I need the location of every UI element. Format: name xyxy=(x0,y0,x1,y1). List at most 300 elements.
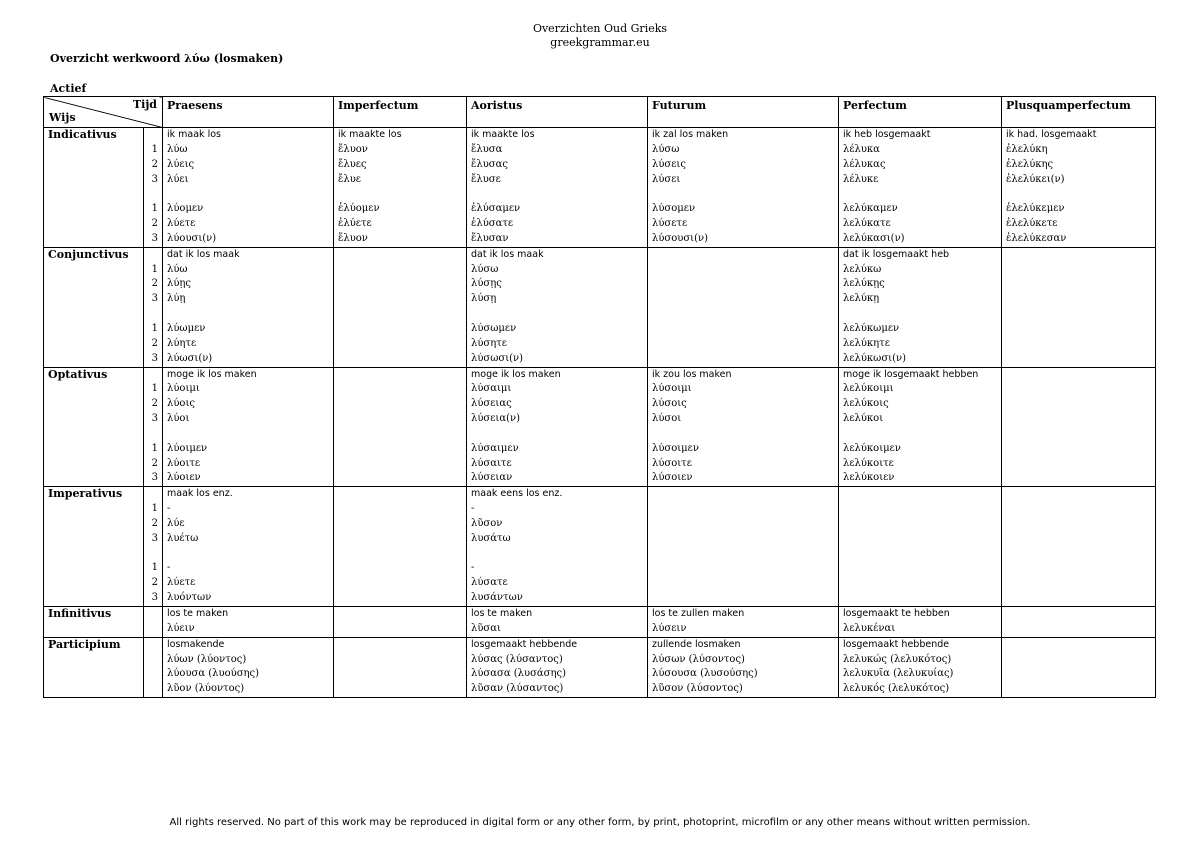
mood-label xyxy=(44,158,144,173)
mood-label xyxy=(44,217,144,232)
table-cell xyxy=(839,622,1002,637)
table-cell xyxy=(648,532,839,547)
cell-text xyxy=(1006,487,1151,502)
cell-text: λύοιτε xyxy=(167,457,201,469)
person-number: 1 xyxy=(144,143,163,158)
table-cell xyxy=(1002,128,1156,143)
mood-label: Infinitivus xyxy=(44,607,144,622)
table-cell xyxy=(839,322,1002,337)
cell-text xyxy=(1006,532,1151,547)
cell-text xyxy=(652,487,834,502)
person-number xyxy=(144,547,163,562)
table-row xyxy=(44,412,1156,427)
mood-label xyxy=(44,591,144,606)
table-row xyxy=(44,427,1156,442)
cell-text: λῦσον (λύσοντος) xyxy=(652,683,743,695)
cell-text: λέλυκας xyxy=(843,158,886,170)
mood-label xyxy=(44,187,144,202)
table-cell xyxy=(1002,337,1156,352)
table-cell xyxy=(648,307,839,322)
table-row xyxy=(44,532,1156,547)
table-cell xyxy=(1002,232,1156,247)
cell-text xyxy=(338,682,462,697)
mood-label xyxy=(44,263,144,278)
table-cell xyxy=(467,187,648,202)
cell-text xyxy=(1006,322,1151,337)
table-cell xyxy=(334,337,467,352)
table-cell xyxy=(839,337,1002,352)
table-cell xyxy=(334,622,467,637)
cell-text: λύσω xyxy=(652,143,680,155)
table-cell xyxy=(334,637,467,652)
table-cell xyxy=(648,561,839,576)
table-cell xyxy=(467,292,648,307)
table-body xyxy=(44,128,1156,698)
cell-text: λελύκοιμεν xyxy=(843,442,901,454)
cell-text xyxy=(471,187,643,202)
table-cell xyxy=(163,591,334,606)
table-cell xyxy=(648,412,839,427)
cell-text: λύσοιεν xyxy=(652,472,693,484)
cell-text xyxy=(1006,368,1151,383)
table-cell xyxy=(163,427,334,442)
cell-text xyxy=(338,337,462,352)
table-cell xyxy=(648,607,839,622)
table-row xyxy=(44,187,1156,202)
copyright-footer: All rights reserved. No part of this work may be reproduced in digital form or any other form, by print, photoprint, microfilm or any other means without written permission. xyxy=(169,817,1031,828)
table-cell xyxy=(1002,217,1156,232)
person-number: 2 xyxy=(144,517,163,532)
cell-text: λύσας (λύσαντος) xyxy=(471,653,563,665)
cell-text: λελυκός (λελυκότος) xyxy=(843,683,950,695)
mood-label xyxy=(44,502,144,517)
table-cell xyxy=(648,487,839,502)
cell-text: λύσατε xyxy=(471,577,508,589)
cell-text xyxy=(652,187,834,202)
cell-text: λύσομεν xyxy=(652,203,696,215)
person-number: 3 xyxy=(144,232,163,247)
table-cell xyxy=(334,682,467,697)
table-cell xyxy=(334,263,467,278)
cell-text: λύσῃς xyxy=(471,278,502,290)
cell-text: λῦον (λύοντος) xyxy=(167,683,245,695)
table-cell xyxy=(648,292,839,307)
cell-text xyxy=(471,307,643,322)
cell-text xyxy=(338,263,462,278)
header-website: greekgrammar.eu xyxy=(550,36,650,49)
table-cell xyxy=(467,397,648,412)
person-number: 1 xyxy=(144,202,163,217)
cell-text: λῦσαν (λύσαντος) xyxy=(471,683,564,695)
page-header xyxy=(0,22,1200,50)
person-number xyxy=(144,187,163,202)
cell-text: ἐλύομεν xyxy=(338,203,380,215)
table-cell xyxy=(467,637,648,652)
table-cell xyxy=(839,143,1002,158)
table-cell xyxy=(467,367,648,382)
table-cell xyxy=(163,128,334,143)
cell-text: dat ik losgemaakt heb xyxy=(843,248,950,260)
mood-label xyxy=(44,442,144,457)
cell-text: λυόντων xyxy=(167,592,212,604)
cell-text xyxy=(652,576,834,591)
table-row xyxy=(44,367,1156,382)
table-cell xyxy=(839,397,1002,412)
mood-label xyxy=(44,382,144,397)
table-cell xyxy=(334,471,467,486)
cell-text: - xyxy=(167,562,171,574)
person-number xyxy=(144,247,163,262)
column-header: Imperfectum xyxy=(334,97,467,128)
table-cell xyxy=(1002,622,1156,637)
table-cell xyxy=(648,471,839,486)
table-cell xyxy=(1002,292,1156,307)
cell-text xyxy=(338,517,462,532)
table-cell xyxy=(1002,412,1156,427)
table-cell xyxy=(163,352,334,367)
cell-text xyxy=(1006,292,1151,307)
table-row xyxy=(44,457,1156,472)
table-row xyxy=(44,322,1156,337)
cell-text: λύσαιμι xyxy=(471,383,512,395)
table-cell xyxy=(163,202,334,217)
person-number: 3 xyxy=(144,532,163,547)
cell-text xyxy=(1006,412,1151,427)
table-cell xyxy=(1002,173,1156,188)
mood-label xyxy=(44,292,144,307)
cell-text xyxy=(652,337,834,352)
cell-text xyxy=(167,427,329,442)
cell-text: λύσοιμι xyxy=(652,383,692,395)
cell-text xyxy=(338,187,462,202)
table-cell xyxy=(334,217,467,232)
table-cell xyxy=(839,367,1002,382)
table-cell xyxy=(467,143,648,158)
cell-text: λύουσα (λυούσης) xyxy=(167,668,260,680)
cell-text xyxy=(1006,248,1151,263)
cell-text: λύσαιμεν xyxy=(471,442,519,454)
cell-text: λύων (λύοντος) xyxy=(167,653,247,665)
person-number xyxy=(144,622,163,637)
table-cell xyxy=(467,263,648,278)
cell-text: ik maakte los xyxy=(471,129,535,140)
cell-text: λύσεια(ν) xyxy=(471,413,520,425)
table-cell xyxy=(839,653,1002,668)
cell-text: moge ik los maken xyxy=(471,368,561,380)
cell-text: λελύκῃ xyxy=(843,293,880,305)
table-cell xyxy=(467,382,648,397)
cell-text: λῦσον xyxy=(471,517,503,529)
table-cell xyxy=(648,367,839,382)
table-cell xyxy=(1002,502,1156,517)
table-cell xyxy=(839,232,1002,247)
table-cell xyxy=(839,173,1002,188)
cell-text: λύοις xyxy=(167,398,195,410)
table-cell xyxy=(467,576,648,591)
cell-text xyxy=(338,576,462,591)
table-cell xyxy=(839,217,1002,232)
table-row xyxy=(44,637,1156,652)
table-cell xyxy=(334,307,467,322)
table-cell xyxy=(648,143,839,158)
cell-text: λελύκωσι(ν) xyxy=(843,352,906,364)
table-cell xyxy=(648,682,839,697)
table-row xyxy=(44,576,1156,591)
cell-text xyxy=(338,638,462,653)
table-cell xyxy=(1002,442,1156,457)
table-cell xyxy=(163,547,334,562)
table-cell xyxy=(467,591,648,606)
cell-text xyxy=(338,471,462,486)
cell-text: λύετε xyxy=(167,577,196,589)
table-cell xyxy=(839,307,1002,322)
cell-text xyxy=(167,547,329,562)
cell-text: λελύκοι xyxy=(843,413,884,425)
table-cell xyxy=(163,487,334,502)
table-cell xyxy=(839,637,1002,652)
cell-text: λύοι xyxy=(167,413,190,425)
person-number: 2 xyxy=(144,337,163,352)
table-cell xyxy=(839,561,1002,576)
cell-text xyxy=(338,457,462,472)
cell-text xyxy=(1006,547,1151,562)
cell-text xyxy=(1006,682,1151,697)
table-row xyxy=(44,591,1156,606)
cell-text xyxy=(1006,397,1151,412)
cell-text xyxy=(843,532,997,547)
column-header: Futurum xyxy=(648,97,839,128)
table-row xyxy=(44,517,1156,532)
table-cell xyxy=(1002,367,1156,382)
cell-text xyxy=(1006,442,1151,457)
table-cell xyxy=(648,232,839,247)
cell-text xyxy=(1006,502,1151,517)
table-cell xyxy=(467,487,648,502)
cell-text xyxy=(843,561,997,576)
table-cell xyxy=(163,561,334,576)
table-cell xyxy=(839,202,1002,217)
table-cell xyxy=(334,487,467,502)
table-cell xyxy=(163,143,334,158)
cell-text xyxy=(652,502,834,517)
cell-text: λύῃς xyxy=(167,278,192,290)
table-cell xyxy=(334,382,467,397)
cell-text: λῦσαι xyxy=(471,622,501,634)
cell-text: λελυκώς (λελυκότος) xyxy=(843,653,952,665)
table-row xyxy=(44,337,1156,352)
cell-text xyxy=(338,547,462,562)
table-cell xyxy=(334,277,467,292)
table-cell xyxy=(648,517,839,532)
cell-text xyxy=(338,653,462,668)
table-row xyxy=(44,352,1156,367)
table-cell xyxy=(334,352,467,367)
table-row xyxy=(44,128,1156,143)
mood-label xyxy=(44,682,144,697)
mood-label xyxy=(44,322,144,337)
cell-text: ἐλύσατε xyxy=(471,218,514,230)
cell-text: ἔλυσα xyxy=(471,143,503,155)
mood-label: Conjunctivus xyxy=(44,247,144,262)
cell-text xyxy=(471,547,643,562)
table-cell xyxy=(1002,263,1156,278)
cell-text xyxy=(338,277,462,292)
table-cell xyxy=(1002,682,1156,697)
table-cell xyxy=(334,653,467,668)
table-cell xyxy=(839,158,1002,173)
cell-text: ἐλελύκης xyxy=(1006,158,1054,170)
table-cell xyxy=(334,202,467,217)
cell-text: λύεις xyxy=(167,158,195,170)
table-cell xyxy=(839,607,1002,622)
cell-text xyxy=(338,292,462,307)
cell-text: λύσαιτε xyxy=(471,457,512,469)
cell-text xyxy=(1006,307,1151,322)
cell-text: ἔλυον xyxy=(338,232,368,244)
table-cell xyxy=(1002,322,1156,337)
table-cell xyxy=(839,532,1002,547)
cell-text: los te maken xyxy=(167,608,229,619)
table-cell xyxy=(648,322,839,337)
cell-text xyxy=(1006,576,1151,591)
table-cell xyxy=(467,412,648,427)
cell-text: λελύκαμεν xyxy=(843,203,898,215)
cell-text: ik maak los xyxy=(167,129,221,140)
table-cell xyxy=(839,427,1002,442)
cell-text: λύητε xyxy=(167,337,197,349)
person-number: 1 xyxy=(144,442,163,457)
cell-text xyxy=(843,307,997,322)
table-cell xyxy=(467,158,648,173)
table-cell xyxy=(1002,457,1156,472)
cell-text: λύω xyxy=(167,263,188,275)
cell-text xyxy=(843,487,997,502)
table-row xyxy=(44,277,1156,292)
table-cell xyxy=(648,202,839,217)
cell-text: ἐλύσαμεν xyxy=(471,203,521,215)
table-cell xyxy=(648,128,839,143)
table-cell xyxy=(163,277,334,292)
table-cell xyxy=(334,517,467,532)
table-cell xyxy=(1002,397,1156,412)
table-cell xyxy=(1002,427,1156,442)
cell-text: λύσωσι(ν) xyxy=(471,352,524,364)
table-cell xyxy=(1002,576,1156,591)
table-cell xyxy=(648,382,839,397)
table-cell xyxy=(839,247,1002,262)
table-cell xyxy=(467,217,648,232)
cell-text xyxy=(1006,187,1151,202)
table-cell xyxy=(334,427,467,442)
table-cell xyxy=(648,667,839,682)
table-cell xyxy=(839,667,1002,682)
mood-label xyxy=(44,576,144,591)
table-cell xyxy=(467,471,648,486)
table-cell xyxy=(334,247,467,262)
table-row xyxy=(44,547,1156,562)
cell-text xyxy=(1006,277,1151,292)
cell-text: dat ik los maak xyxy=(167,248,240,260)
cell-text xyxy=(1006,337,1151,352)
table-cell xyxy=(1002,187,1156,202)
mood-label xyxy=(44,337,144,352)
table-cell xyxy=(334,397,467,412)
table-row xyxy=(44,502,1156,517)
conjugation-table xyxy=(43,96,1156,698)
table-cell xyxy=(467,173,648,188)
table-row xyxy=(44,442,1156,457)
mood-label xyxy=(44,532,144,547)
cell-text xyxy=(1006,638,1151,653)
table-cell xyxy=(163,173,334,188)
table-cell xyxy=(163,471,334,486)
cell-text: λύσασα (λυσάσης) xyxy=(471,668,566,680)
table-cell xyxy=(467,128,648,143)
person-number: 2 xyxy=(144,397,163,412)
table-cell xyxy=(839,471,1002,486)
table-cell xyxy=(1002,517,1156,532)
cell-text: maak los enz. xyxy=(167,488,233,500)
table-cell xyxy=(839,517,1002,532)
table-cell xyxy=(648,263,839,278)
cell-text xyxy=(843,547,997,562)
cell-text: ἐλύετε xyxy=(338,218,372,230)
cell-text xyxy=(652,322,834,337)
table-cell xyxy=(648,187,839,202)
cell-text xyxy=(338,427,462,442)
table-row xyxy=(44,667,1156,682)
table-cell xyxy=(163,622,334,637)
cell-text xyxy=(843,502,997,517)
table-row xyxy=(44,653,1156,668)
table-row xyxy=(44,682,1156,697)
person-number: 3 xyxy=(144,471,163,486)
person-number: 1 xyxy=(144,502,163,517)
table-cell xyxy=(648,337,839,352)
cell-text: λύειν xyxy=(167,622,195,634)
cell-text xyxy=(1006,653,1151,668)
cell-text xyxy=(338,248,462,263)
table-cell xyxy=(467,457,648,472)
cell-text: ik had. losgemaakt xyxy=(1006,129,1097,140)
cell-text xyxy=(843,427,997,442)
mood-label xyxy=(44,397,144,412)
cell-text xyxy=(843,576,997,591)
cell-text: λύῃ xyxy=(167,293,186,305)
table-cell xyxy=(648,457,839,472)
person-number xyxy=(144,307,163,322)
table-cell xyxy=(1002,202,1156,217)
table-cell xyxy=(163,442,334,457)
table-cell xyxy=(467,247,648,262)
cell-text xyxy=(338,442,462,457)
column-header: Plusquamperfectum xyxy=(1002,97,1156,128)
person-number: 1 xyxy=(144,561,163,576)
table-row xyxy=(44,173,1156,188)
table-cell xyxy=(1002,591,1156,606)
table-cell xyxy=(1002,561,1156,576)
person-number: 2 xyxy=(144,158,163,173)
table-row xyxy=(44,397,1156,412)
table-cell xyxy=(334,173,467,188)
cell-text: ἔλυε xyxy=(338,173,361,185)
cell-text: - xyxy=(471,562,475,574)
cell-text xyxy=(652,277,834,292)
table-cell xyxy=(334,187,467,202)
table-cell xyxy=(648,217,839,232)
cell-text: losgemaakt hebbende xyxy=(471,638,578,650)
table-cell xyxy=(163,382,334,397)
